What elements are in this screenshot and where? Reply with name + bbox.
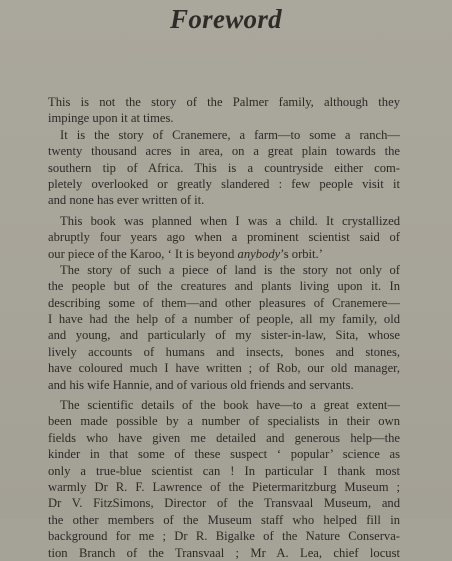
text-line: only a true-blue scientist can ! In particular I thank most: [48, 463, 400, 478]
text-line: southern tip of Africa. This is a countryside either com-: [48, 160, 400, 175]
text-line: and none has ever written of it.: [48, 193, 205, 208]
page-heading: Foreword: [170, 4, 282, 34]
text-line: been made possible by a number of specialists in their own: [48, 414, 400, 429]
text-line: tion Branch of the Transvaal ; Mr A. Lea, chief locust: [48, 545, 400, 560]
text-line: pletely overlooked or greatly slandered : few people visit it: [48, 176, 400, 191]
emphasis-text: anybody: [237, 246, 281, 261]
text-segment: our piece of the Karoo, ‘ It is beyond: [48, 246, 238, 261]
text-line: It is the story of Cranemere, a farm—to some a ranch—: [60, 127, 400, 142]
text-line: fields who have given me detailed and generous help—the: [48, 430, 400, 445]
paragraph-1: [48, 94, 400, 127]
text-line: lively accounts of humans and insects, bones and stones,: [48, 344, 400, 359]
paragraph-4: [48, 262, 400, 393]
text-line: describing some of them—and other pleasures of Cranemere—: [48, 295, 400, 310]
body-text: [48, 94, 400, 561]
text-line: [48, 246, 400, 262]
text-line: This book was planned when I was a child. It crystallized: [60, 213, 400, 228]
text-line: I have had the help of a number of people, all my family, old: [48, 312, 400, 327]
paragraph-5: [48, 397, 400, 561]
text-line: warmly Dr R. F. Lawrence of the Pietermaritzburg Museum ;: [48, 479, 400, 494]
text-segment: ’s orbit.’: [280, 246, 323, 261]
text-line: have coloured much I have written ; of Rob, our old manager,: [48, 361, 400, 376]
text-line: twenty thousand acres in area, on a great plain towards the: [48, 144, 400, 159]
text-line: the people but of the creatures and plants living upon it. In: [48, 279, 400, 294]
text-line: Dr V. FitzSimons, Director of the Transvaal Museum, and: [48, 496, 400, 511]
paragraph-2: [48, 127, 400, 209]
text-line: The scientific details of the book have—to a great extent—: [60, 398, 400, 413]
text-line: abruptly four years ago when a prominent scientist said of: [48, 230, 400, 245]
text-line: The story of such a piece of land is the story not only of: [60, 262, 400, 277]
text-line: impinge upon it at times.: [48, 111, 174, 126]
paragraph-3: [48, 213, 400, 262]
text-line: kinder in that some of these suspect ‘ popular’ science as: [48, 447, 400, 462]
text-line: the other members of the Museum staff who helped fill in: [48, 512, 400, 527]
text-line: This is not the story of the Palmer family, although they: [48, 95, 400, 109]
text-line: and his wife Hannie, and of various old friends and servants.: [48, 377, 354, 392]
text-line: background for me ; Dr R. Bigalke of the Nature Conserva-: [48, 529, 400, 544]
text-line: and young, and particularly of my sister-in-law, Sita, whose: [48, 328, 400, 343]
